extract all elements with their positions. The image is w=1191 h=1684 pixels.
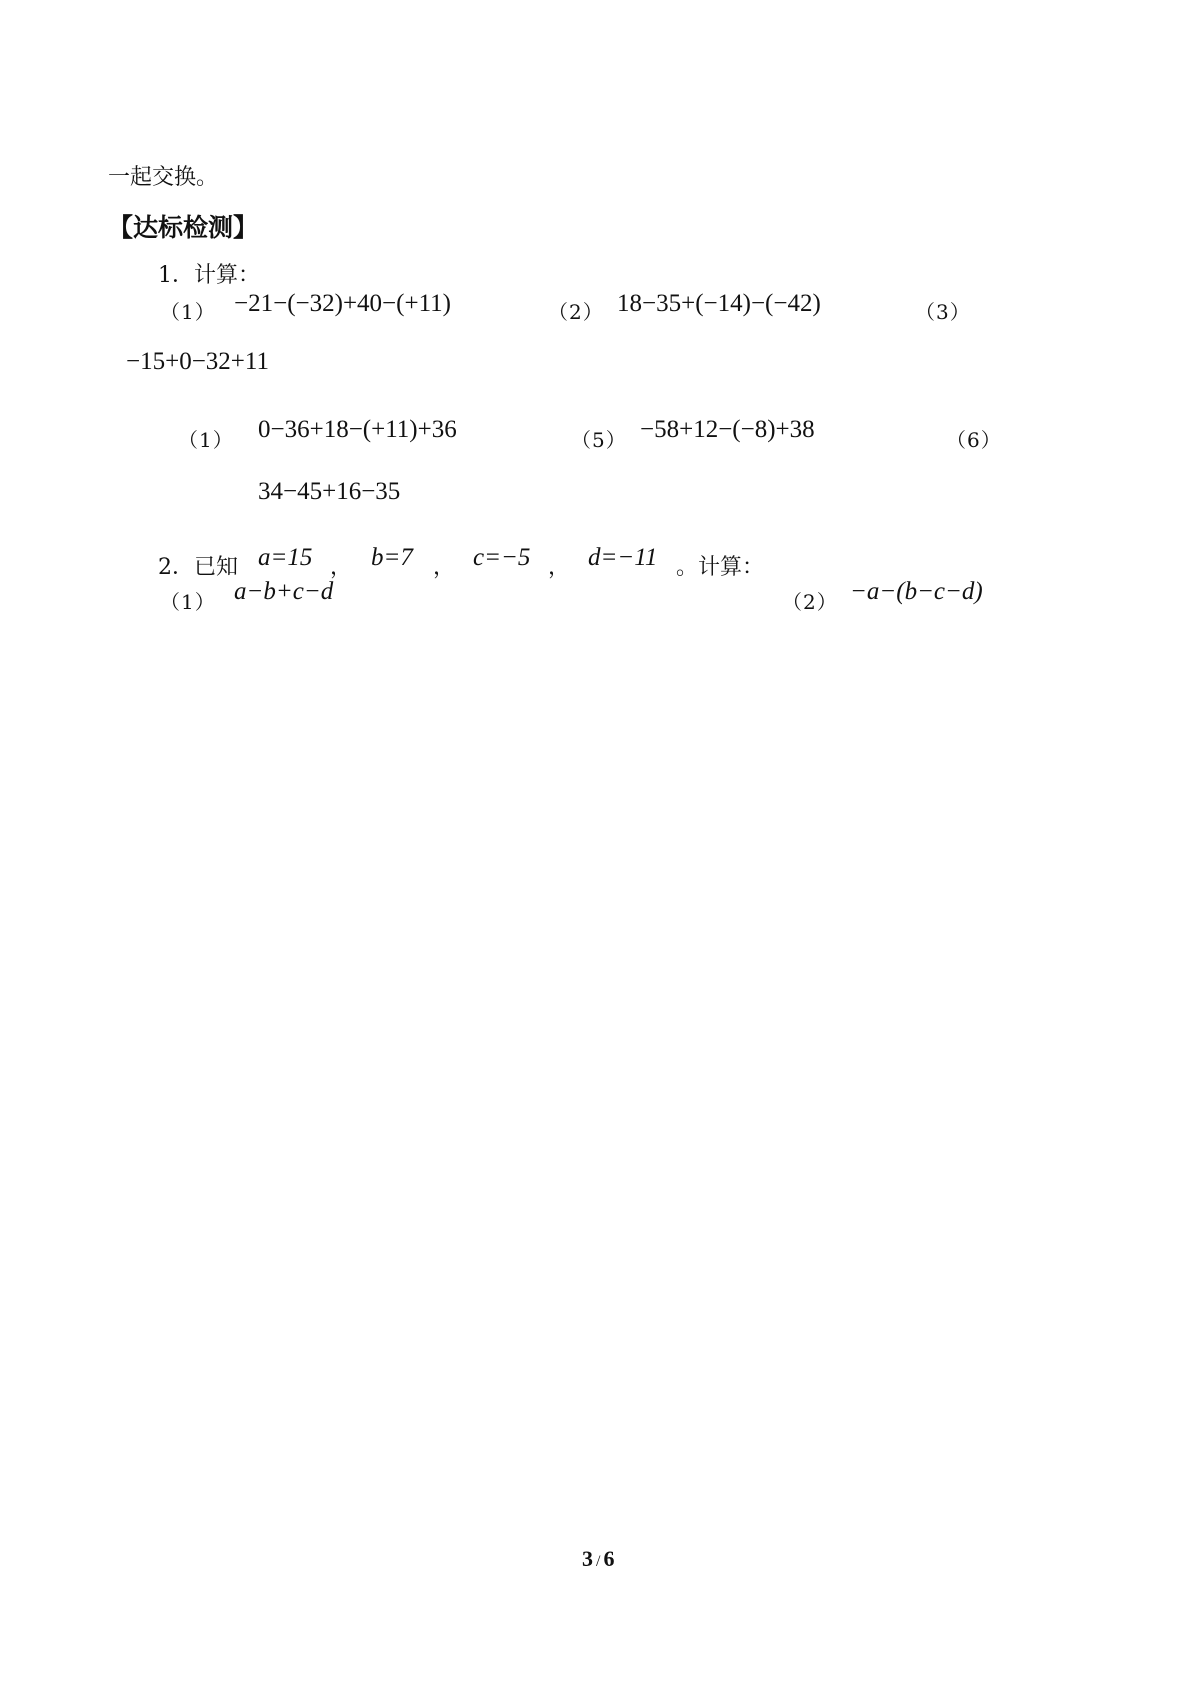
given-d: d=−11 (588, 544, 658, 571)
question-2-title: 2．已知 (158, 555, 238, 580)
q1-item-3-expression: −15+0−32+11 (126, 348, 269, 375)
question-2-tail: 。计算： (676, 555, 765, 580)
q2-item-1-expression: a−b+c−d (234, 578, 334, 605)
q1-item-1-expression: −21−(−32)+40−(+11) (234, 290, 451, 317)
q1-item-4-expression: 0−36+18−(+11)+36 (258, 416, 457, 443)
q1-item-2-label: （2） (548, 300, 604, 324)
page-number (582, 1546, 614, 1572)
question-1-title: 1．计算： (158, 263, 260, 288)
q1-item-6-expression: 34−45+16−35 (258, 478, 401, 505)
page-separator: / (596, 1553, 601, 1570)
q1-item-2-expression: 18−35+(−14)−(−42) (617, 290, 821, 317)
section-heading: 【达标检测】 (108, 213, 259, 242)
given-b: b=7 (371, 544, 413, 571)
q2-item-1-label: （1） (160, 590, 216, 614)
given-c: c=−5 (473, 544, 531, 571)
page-current: 3 (582, 1546, 593, 1571)
paragraph-continuation: 一起交换。 (108, 165, 219, 190)
q1-item-6-label: （6） (946, 428, 1002, 452)
q1-item-5-label: （5） (571, 428, 627, 452)
q1-item-1-label: （1） (160, 300, 216, 324)
q1-item-4-label: （1） (178, 428, 234, 452)
given-separator: ， (548, 555, 571, 580)
q2-item-2-expression: −a−(b−c−d) (850, 578, 983, 605)
q2-item-2-label: （2） (782, 590, 838, 614)
q1-item-3-label: （3） (915, 300, 971, 324)
given-separator: ， (330, 555, 353, 580)
given-a: a=15 (258, 544, 313, 571)
given-separator: ， (433, 555, 456, 580)
page-total: 6 (603, 1546, 615, 1571)
q1-item-5-expression: −58+12−(−8)+38 (640, 416, 815, 443)
